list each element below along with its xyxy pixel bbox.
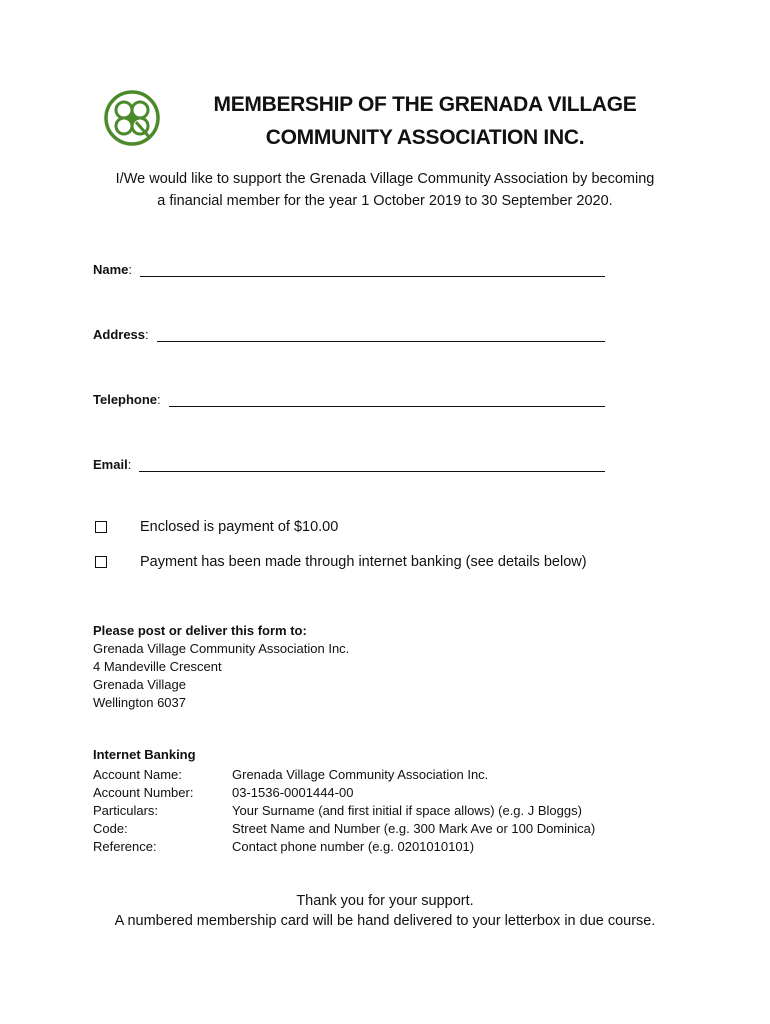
name-field[interactable] — [93, 257, 605, 277]
email-field[interactable] — [93, 452, 605, 472]
address-line[interactable] — [157, 327, 605, 342]
enclosed-checkbox[interactable] — [95, 521, 107, 533]
name-label: Name: — [93, 262, 133, 277]
post-line-1: Grenada Village Community Association Inc. — [93, 641, 350, 656]
banking-label: Particulars: — [93, 803, 159, 818]
address-field[interactable] — [93, 322, 605, 342]
address-label: Address: — [93, 327, 149, 342]
thanks-line-1: Thank you for your support. — [296, 893, 474, 909]
intro-line-2: a financial member for the year 1 October 2019 to 30 September 2020. — [157, 193, 613, 209]
logo-svg — [102, 88, 162, 148]
post-address-block — [93, 622, 349, 712]
banking-label: Account Name: — [93, 767, 182, 782]
banking-value: 03-1536-0001444-00 — [232, 785, 354, 800]
banking-label: Account Number: — [93, 785, 194, 800]
post-line-4: Wellington 6037 — [93, 695, 186, 710]
telephone-field[interactable] — [93, 387, 605, 407]
post-line-2: 4 Mandeville Crescent — [93, 659, 222, 674]
internet-checkbox[interactable] — [95, 556, 107, 568]
enclosed-label: Enclosed is payment of $10.00 — [140, 519, 339, 535]
table-row — [93, 838, 595, 856]
post-heading: Please post or deliver this form to: — [93, 623, 307, 638]
name-line[interactable] — [140, 262, 605, 277]
banking-table — [93, 766, 595, 856]
banking-value: Street Name and Number (e.g. 300 Mark Ave or 100 Dominica) — [232, 821, 596, 836]
email-label: Email: — [93, 457, 132, 472]
internet-label: Payment has been made through internet banking (see details below) — [140, 554, 587, 570]
title-line-2: COMMUNITY ASSOCIATION INC. — [265, 126, 585, 149]
four-leaf-clover-icon — [102, 88, 162, 148]
email-line[interactable] — [139, 457, 605, 472]
banking-value: Contact phone number (e.g. 0201010101) — [232, 839, 475, 854]
banking-label: Reference: — [93, 839, 157, 854]
banking-value: Your Surname (and first initial if space allows) (e.g. J Bloggs) — [232, 803, 582, 818]
telephone-label: Telephone: — [93, 392, 161, 407]
post-line-3: Grenada Village — [93, 677, 186, 692]
telephone-line[interactable] — [169, 392, 605, 407]
page-title — [190, 88, 660, 154]
intro-paragraph — [60, 168, 710, 212]
banking-value: Grenada Village Community Association Inc. — [232, 767, 489, 782]
thanks-block — [60, 891, 710, 931]
payment-internet-option[interactable] — [93, 554, 587, 570]
banking-label: Code: — [93, 821, 128, 836]
table-row — [93, 784, 595, 802]
thanks-line-2: A numbered membership card will be hand delivered to your letterbox in due course. — [114, 913, 656, 929]
table-row — [93, 802, 595, 820]
intro-line-1: I/We would like to support the Grenada Village Community Association by becoming — [115, 171, 655, 187]
table-row — [93, 766, 595, 784]
table-row — [93, 820, 595, 838]
payment-enclosed-option[interactable] — [93, 519, 338, 535]
title-line-1: MEMBERSHIP OF THE GRENADA VILLAGE — [213, 93, 637, 116]
banking-heading: Internet Banking — [93, 747, 196, 762]
